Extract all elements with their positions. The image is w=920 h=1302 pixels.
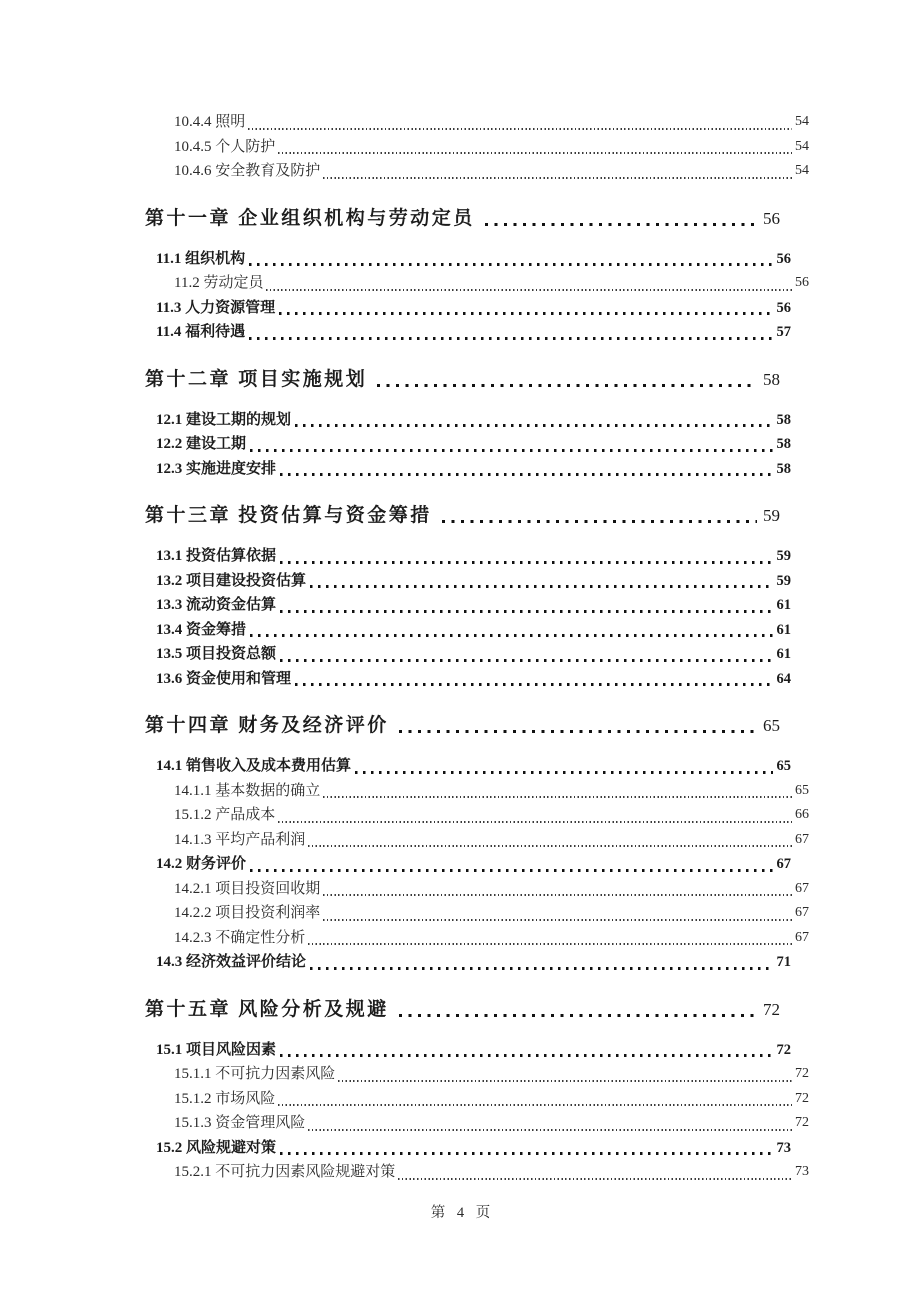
dot-leader <box>249 337 772 340</box>
dot-leader <box>280 659 772 662</box>
toc-entry-page: 61 <box>776 621 791 638</box>
toc-entry-label: 14.2 财务评价 <box>156 856 247 872</box>
toc-entry-page: 65 <box>776 758 791 774</box>
toc-entry-label: 第十五章 风险分析及规避 <box>145 998 389 1020</box>
toc-entry-label: 13.4 资金筹措 <box>156 621 247 638</box>
dot-leader <box>485 223 757 226</box>
toc-entry-label: 14.1.1 基本数据的确立 <box>174 782 321 799</box>
toc-item-row <box>145 618 791 643</box>
dot-leader <box>310 967 772 970</box>
dot-leader <box>280 561 772 564</box>
toc-entry-label: 12.2 建设工期 <box>156 436 247 452</box>
dot-leader <box>338 1080 792 1082</box>
toc-chapter-row <box>145 206 780 232</box>
toc-list <box>145 110 809 1185</box>
toc-entry-page: 61 <box>776 646 791 662</box>
toc-entry-label: 15.2 风险规避对策 <box>156 1139 277 1156</box>
toc-entry-page: 72 <box>795 1090 809 1106</box>
toc-item-row <box>145 1160 809 1185</box>
toc-entry-page: 56 <box>795 275 809 290</box>
toc-item-row <box>145 803 809 828</box>
toc-entry-page: 54 <box>795 138 809 154</box>
toc-entry-label: 第十二章 项目实施规划 <box>145 368 368 390</box>
toc-entry-label: 14.2.1 项目投资回收期 <box>174 880 321 897</box>
toc-entry-label: 13.2 项目建设投资估算 <box>156 572 307 589</box>
toc-entry-label: 10.4.6 安全教育及防护 <box>174 163 321 179</box>
toc-item-row <box>145 271 809 296</box>
toc-entry-label: 11.2 劳动定员 <box>174 275 264 291</box>
toc-item-row <box>145 754 791 779</box>
dot-leader <box>295 683 772 686</box>
dot-leader <box>280 473 772 476</box>
toc-entry-page: 67 <box>776 856 791 872</box>
toc-entry-page: 67 <box>795 905 809 920</box>
toc-entry-label: 15.1.2 产品成本 <box>174 807 276 823</box>
dot-leader <box>398 1178 792 1180</box>
dot-leader <box>278 821 792 823</box>
toc-item-row <box>145 828 809 853</box>
dot-leader <box>323 796 792 798</box>
toc-item-row <box>145 320 791 345</box>
toc-entry-label: 11.3 人力资源管理 <box>156 299 276 316</box>
toc-entry-page: 72 <box>763 999 780 1019</box>
dot-leader <box>308 943 792 945</box>
dot-leader <box>280 610 772 613</box>
toc-entry-label: 15.1.1 不可抗力因素风险 <box>174 1066 336 1082</box>
toc-entry-page: 72 <box>795 1066 809 1081</box>
dot-leader <box>399 1014 757 1017</box>
toc-item-row <box>145 1087 809 1112</box>
toc-item-row <box>145 110 809 135</box>
toc-entry-page: 59 <box>776 572 791 589</box>
toc-entry-label: 第十三章 投资估算与资金筹措 <box>145 505 432 526</box>
toc-item-row <box>145 296 791 321</box>
dot-leader <box>278 152 792 154</box>
toc-entry-label: 13.3 流动资金估算 <box>156 597 277 613</box>
toc-entry-page: 56 <box>776 299 791 316</box>
dot-leader <box>250 869 772 872</box>
toc-chapter-row <box>145 997 780 1023</box>
toc-item-row <box>145 1111 809 1136</box>
toc-item-row <box>145 877 809 902</box>
toc-item-row <box>145 432 791 457</box>
toc-entry-page: 73 <box>776 1139 791 1156</box>
toc-entry-label: 11.1 组织机构 <box>156 250 246 267</box>
toc-entry-page: 59 <box>763 506 780 525</box>
dot-leader <box>308 845 792 847</box>
toc-entry-page: 56 <box>763 208 780 228</box>
toc-entry-label: 15.2.1 不可抗力因素风险规避对策 <box>174 1164 396 1180</box>
toc-entry-page: 61 <box>776 597 791 613</box>
toc-entry-page: 71 <box>776 954 791 970</box>
toc-entry-page: 73 <box>795 1164 809 1179</box>
toc-entry-label: 14.1.3 平均产品利润 <box>174 831 306 848</box>
toc-entry-page: 58 <box>776 436 791 452</box>
toc-entry-label: 13.6 资金使用和管理 <box>156 670 292 687</box>
toc-entry-page: 66 <box>795 807 809 822</box>
toc-chapter-row <box>145 713 780 739</box>
dot-leader <box>250 634 772 637</box>
toc-entry-page: 58 <box>776 411 791 428</box>
dot-leader <box>355 771 772 774</box>
dot-leader <box>280 1152 772 1155</box>
dot-leader <box>323 919 792 921</box>
dot-leader <box>399 730 757 733</box>
dot-leader <box>442 520 757 523</box>
dot-leader <box>248 128 792 130</box>
toc-entry-label: 14.1 销售收入及成本费用估算 <box>156 758 352 774</box>
toc-entry-page: 59 <box>776 548 791 564</box>
toc-item-row <box>145 642 791 667</box>
dot-leader <box>278 1104 792 1106</box>
dot-leader <box>249 263 772 266</box>
toc-entry-label: 11.4 福利待遇 <box>156 324 246 340</box>
toc-entry-page: 58 <box>763 369 780 389</box>
dot-leader <box>308 1129 792 1131</box>
dot-leader <box>323 894 792 896</box>
toc-entry-label: 13.1 投资估算依据 <box>156 548 277 564</box>
toc-entry-page: 54 <box>795 114 809 129</box>
dot-leader <box>323 177 792 179</box>
dot-leader <box>377 384 757 387</box>
dot-leader <box>279 312 772 315</box>
dot-leader <box>266 289 792 291</box>
toc-entry-label: 14.2.2 项目投资利润率 <box>174 905 321 921</box>
toc-item-row <box>145 247 791 272</box>
toc-entry-page: 54 <box>795 163 809 178</box>
toc-entry-page: 65 <box>763 716 780 735</box>
toc-entry-label: 10.4.4 照明 <box>174 114 246 130</box>
dot-leader <box>250 449 772 452</box>
toc-entry-page: 57 <box>776 324 791 340</box>
toc-entry-page: 67 <box>795 831 809 847</box>
toc-entry-page: 67 <box>795 929 809 945</box>
toc-entry-label: 14.2.3 不确定性分析 <box>174 929 306 946</box>
toc-entry-label: 12.3 实施进度安排 <box>156 460 277 477</box>
toc-entry-label: 15.1.3 资金管理风险 <box>174 1115 306 1131</box>
toc-item-row <box>145 1038 791 1063</box>
toc-entry-label: 第十一章 企业组织机构与劳动定员 <box>145 207 475 229</box>
page-footer: 第 4 页 <box>430 1204 495 1221</box>
toc-entry-label: 13.5 项目投资总额 <box>156 646 277 662</box>
toc-entry-label: 15.1 项目风险因素 <box>156 1041 277 1058</box>
toc-item-row <box>145 408 791 433</box>
toc-item-row <box>145 950 791 975</box>
toc-chapter-row <box>145 503 780 529</box>
toc-entry-label: 第十四章 财务及经济评价 <box>145 715 389 736</box>
toc-item-row <box>145 569 791 594</box>
toc-entry-page: 67 <box>795 880 809 896</box>
toc-item-row <box>145 135 809 160</box>
toc-entry-label: 15.1.2 市场风险 <box>174 1090 276 1107</box>
toc-entry-page: 58 <box>776 460 791 477</box>
toc-item-row <box>145 926 809 951</box>
dot-leader <box>295 424 772 427</box>
toc-entry-page: 56 <box>776 250 791 267</box>
toc-entry-page: 72 <box>776 1041 791 1058</box>
toc-item-row <box>145 159 809 184</box>
toc-entry-page: 65 <box>795 782 809 798</box>
toc-entry-label: 12.1 建设工期的规划 <box>156 411 292 428</box>
toc-entry-label: 14.3 经济效益评价结论 <box>156 954 307 970</box>
toc-item-row <box>145 667 791 692</box>
toc-chapter-row <box>145 367 780 393</box>
dot-leader <box>280 1054 772 1057</box>
toc-item-row <box>145 593 791 618</box>
toc-entry-page: 72 <box>795 1115 809 1130</box>
toc-item-row <box>145 901 809 926</box>
toc-item-row <box>145 1136 791 1161</box>
toc-entry-page: 64 <box>776 670 791 687</box>
toc-item-row <box>145 544 791 569</box>
toc-item-row <box>145 779 809 804</box>
toc-entry-label: 10.4.5 个人防护 <box>174 138 276 155</box>
toc-item-row <box>145 852 791 877</box>
dot-leader <box>310 585 772 588</box>
toc-item-row <box>145 1062 809 1087</box>
toc-item-row <box>145 457 791 482</box>
